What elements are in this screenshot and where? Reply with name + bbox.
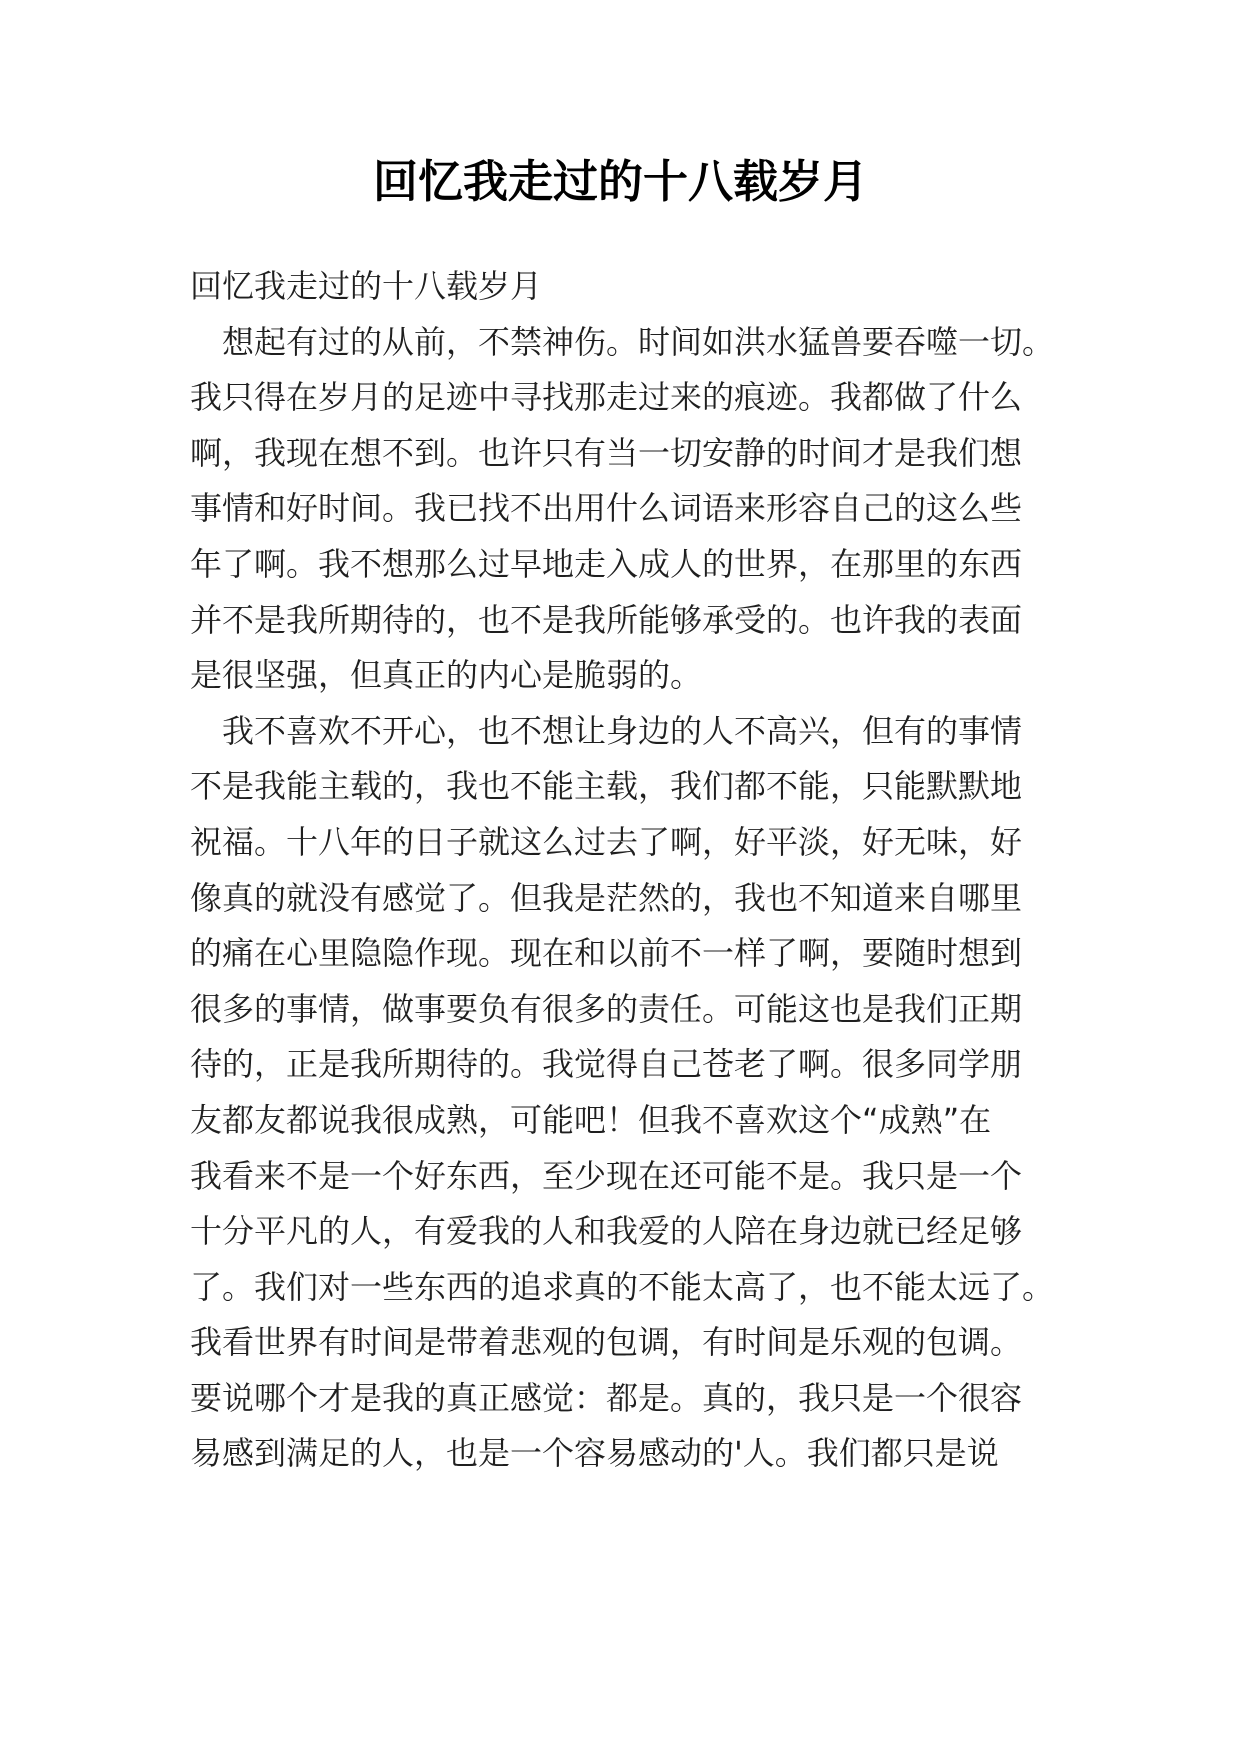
paragraph-line: 我看世界有时间是带着悲观的包调，有时间是乐观的包调。 [190, 1323, 1023, 1362]
paragraph-1 [190, 315, 1065, 704]
paragraph-line: 是很坚强，但真正的内心是脆弱的。 [190, 656, 703, 695]
document-subheading: 回忆我走过的十八载岁月 [190, 267, 543, 305]
paragraph-line: 我看来不是一个好东西，至少现在还可能不是。我只是一个 [190, 1156, 1023, 1195]
paragraph-line: 的痛在心里隐隐作现。现在和以前不一样了啊，要随时想到 [190, 934, 1023, 973]
paragraph-line: 我不喜欢不开心，也不想让身边的人不高兴，但有的事情 [222, 711, 1023, 750]
paragraph-line: 很多的事情，做事要负有很多的责任。可能这也是我们正期 [190, 989, 1023, 1028]
paragraph-line: 友都友都说我很成熟，可能吧！但我不喜欢这个“成熟”在 [190, 1100, 992, 1139]
paragraph-line: 了。我们对一些东西的追求真的不能太高了，也不能太远了。 [190, 1267, 1055, 1306]
paragraph-line: 年了啊。我不想那么过早地走入成人的世界，在那里的东西 [190, 544, 1023, 583]
paragraph-line: 啊，我现在想不到。也许只有当一切安静的时间才是我们想 [190, 433, 1023, 472]
paragraph-line: 像真的就没有感觉了。但我是茫然的，我也不知道来自哪里 [190, 878, 1023, 917]
paragraph-line: 我只得在岁月的足迹中寻找那走过来的痕迹。我都做了什么 [190, 378, 1023, 417]
paragraph-line: 待的，正是我所期待的。我觉得自己苍老了啊。很多同学朋 [190, 1045, 1023, 1084]
paragraph-line: 要说哪个才是我的真正感觉：都是。真的，我只是一个很容 [190, 1378, 1023, 1417]
paragraph-line: 事情和好时间。我已找不出用什么词语来形容自己的这么些 [190, 489, 1023, 528]
document-title: 回忆我走过的十八载岁月 [372, 155, 868, 208]
document-body [190, 259, 1065, 1482]
paragraph-line: 十分平凡的人，有爱我的人和我爱的人陪在身边就已经足够 [190, 1212, 1023, 1251]
paragraph-line: 想起有过的从前，不禁神伤。时间如洪水猛兽要吞噬一切。 [222, 322, 1055, 361]
paragraph-line: 易感到满足的人，也是一个容易感动的'人。我们都只是说 [190, 1434, 999, 1473]
paragraph-line: 祝福。十八年的日子就这么过去了啊，好平淡，好无味，好 [190, 822, 1023, 861]
paragraph-2 [190, 704, 1065, 1482]
paragraph-line: 不是我能主载的，我也不能主载，我们都不能，只能默默地 [190, 767, 1023, 806]
paragraph-line: 并不是我所期待的，也不是我所能够承受的。也许我的表面 [190, 600, 1023, 639]
